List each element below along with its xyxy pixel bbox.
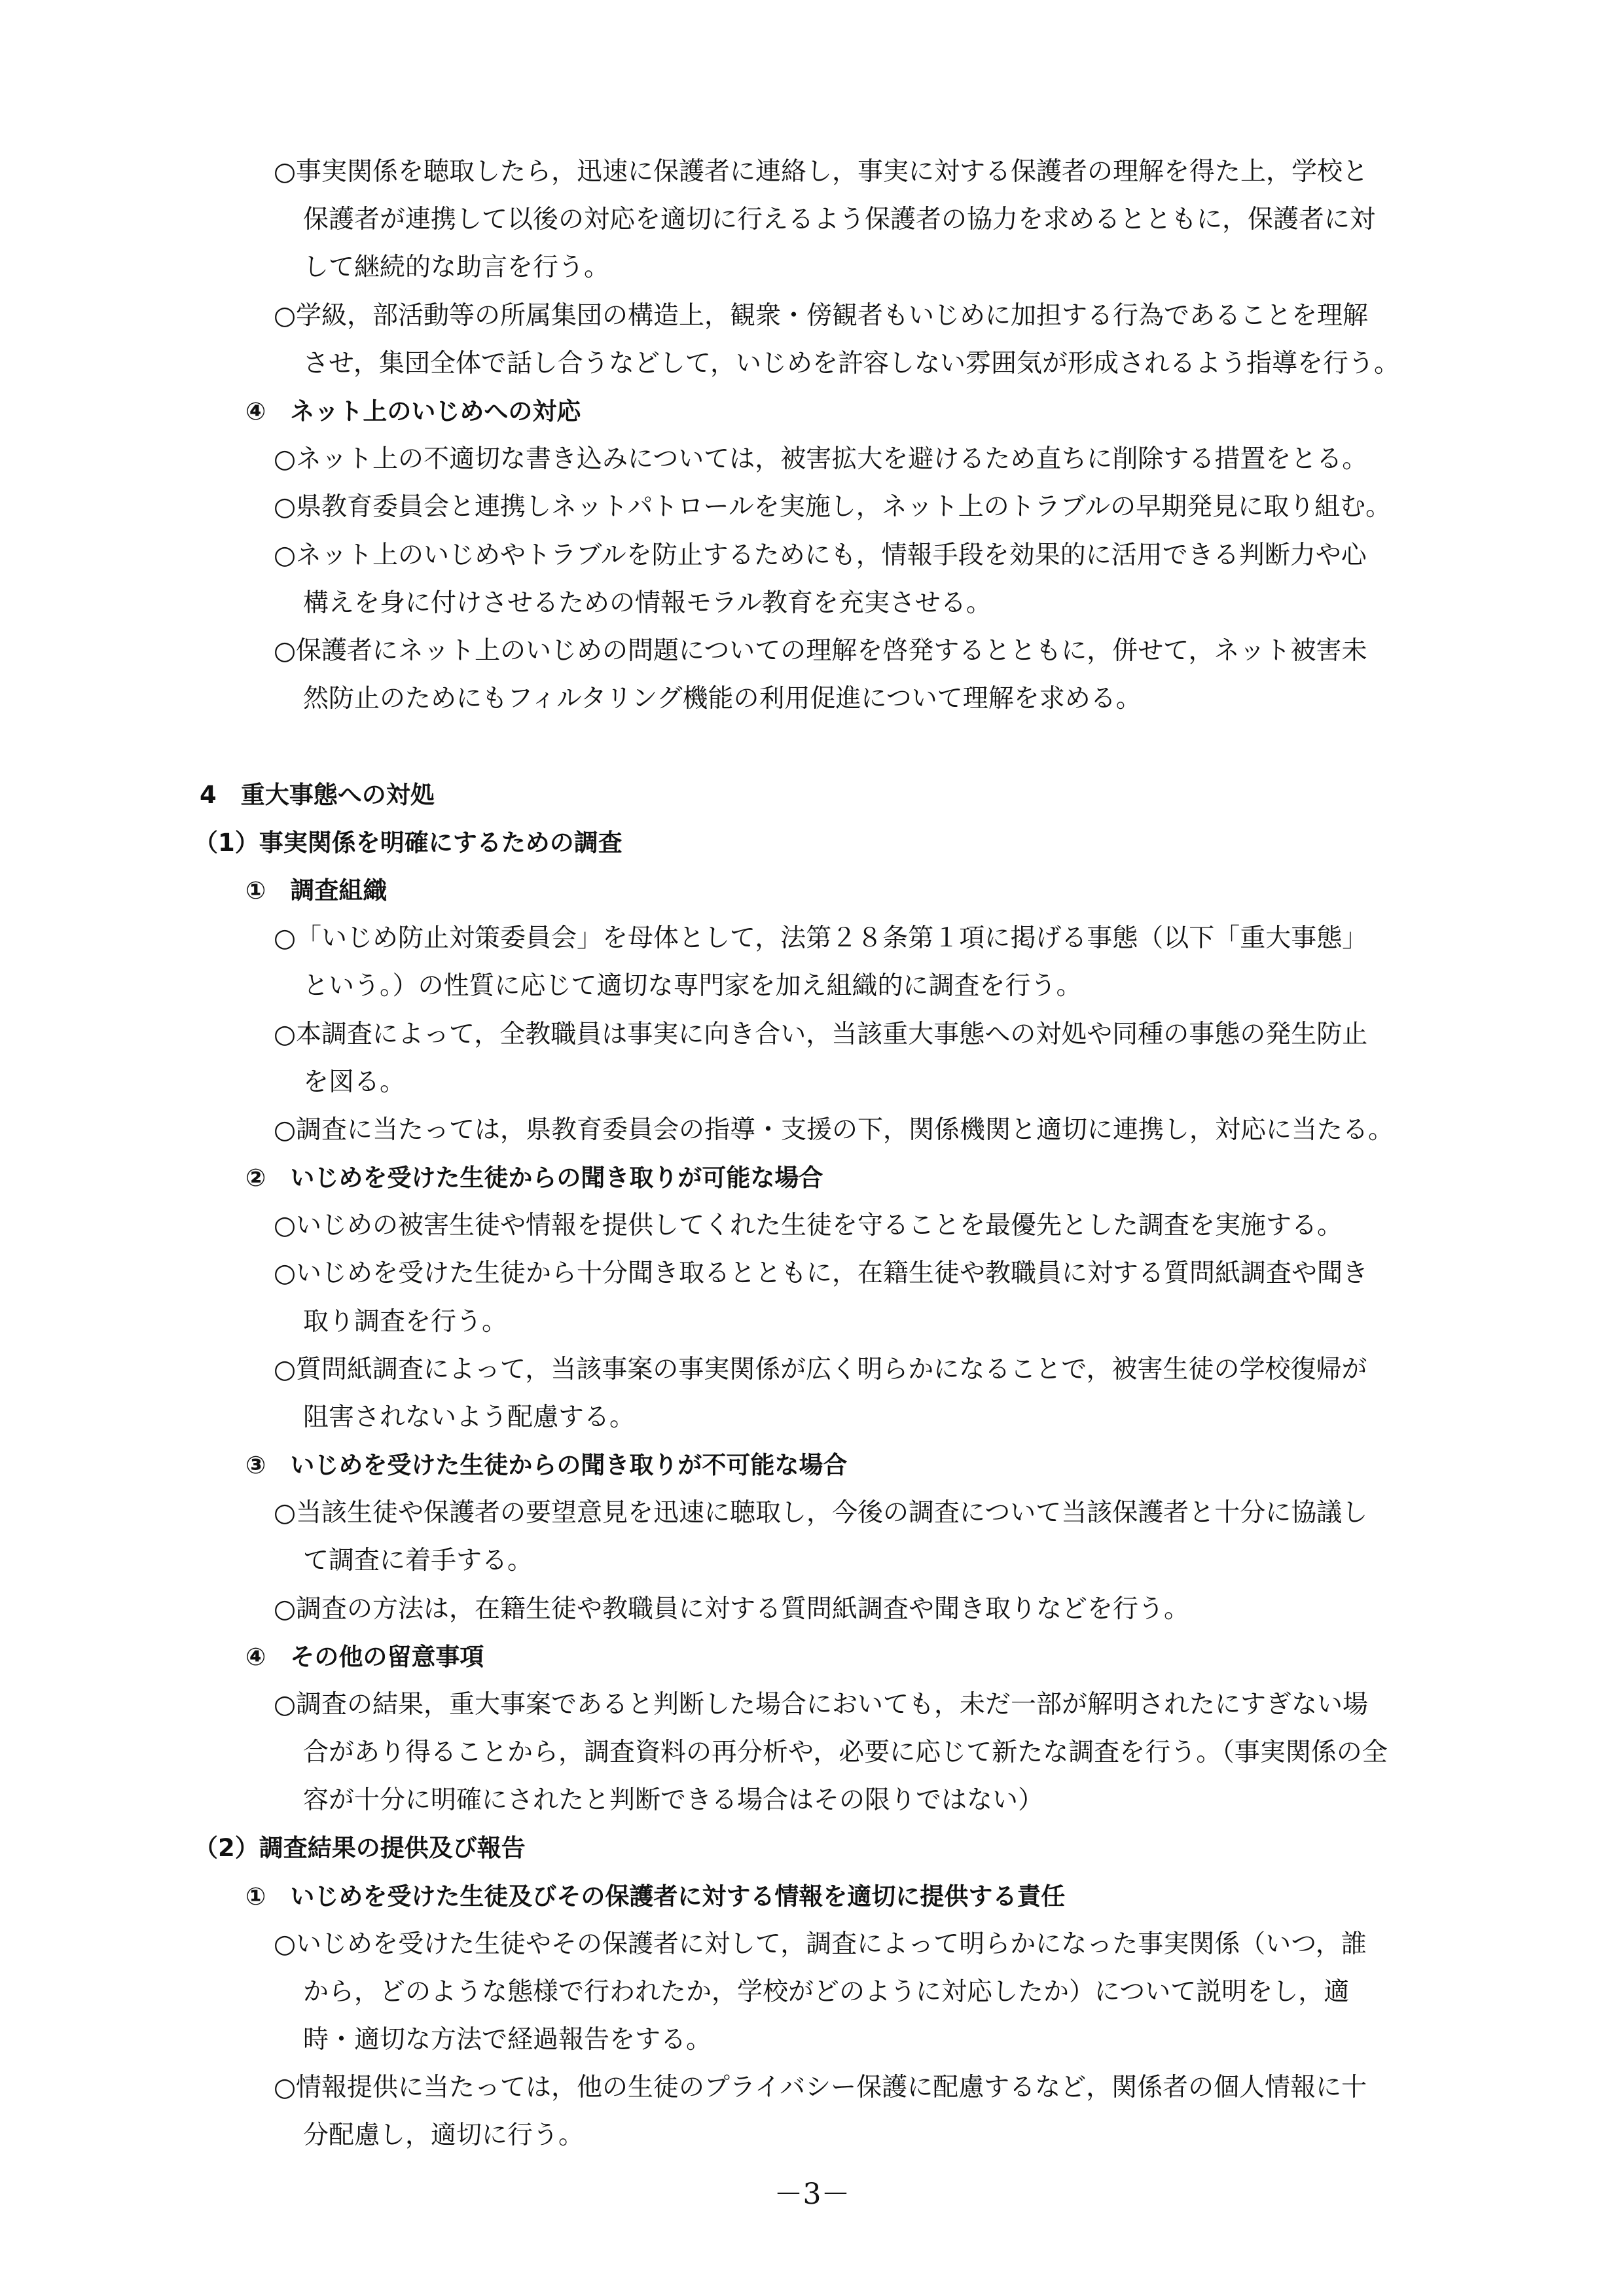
continuation-line: させ，集団全体で話し合うなどして，いじめを許容しない雰囲気が形成されるよう指導を行う。	[303, 349, 1400, 378]
continuation-line: て調査に着手する。	[303, 1546, 533, 1575]
continuation-line: 容が十分に明確にされたと判断できる場合はその限りではない）	[303, 1785, 1044, 1815]
continuation-line: 時・適切な方法で経過報告をする。	[303, 2025, 712, 2054]
subsection-heading: （1）事実関係を明確にするための調査	[194, 829, 623, 857]
bullet-line: ○保護者にネット上のいじめの問題についての理解を啓発するとともに，併せて，ネット被害未	[274, 636, 1367, 666]
bullet-line: ○いじめを受けた生徒やその保護者に対して，調査によって明らかになった事実関係（いつ，誰	[274, 1929, 1367, 1959]
item-heading: ① 調査組織	[245, 876, 388, 905]
item-heading: ② いじめを受けた生徒からの聞き取りが可能な場合	[245, 1164, 823, 1192]
continuation-line: 保護者が連携して以後の対応を適切に行えるよう保護者の協力を求めるとともに，保護者に対	[303, 205, 1376, 234]
bullet-line: ○いじめを受けた生徒から十分聞き取るとともに，在籍生徒や教職員に対する質問紙調査や聞き	[274, 1259, 1369, 1288]
item-heading: ① いじめを受けた生徒及びその保護者に対する情報を適切に提供する責任	[245, 1882, 1066, 1910]
bullet-line: ○いじめの被害生徒や情報を提供してくれた生徒を守ることを最優先とした調査を実施する。	[274, 1211, 1343, 1240]
continuation-line: 取り調査を行う。	[303, 1307, 508, 1336]
bullet-line: ○情報提供に当たっては，他の生徒のプライバシー保護に配慮するなど，関係者の個人情報に十	[274, 2073, 1367, 2102]
item-heading: ③ いじめを受けた生徒からの聞き取りが不可能な場合	[245, 1451, 848, 1479]
bullet-line: ○「いじめ防止対策委員会」を母体として，法第２８条第１項に掲げる事態（以下「重大事態」	[274, 924, 1368, 953]
continuation-line: して継続的な助言を行う。	[303, 253, 610, 282]
subsection-heading: ④ ネット上のいじめへの対応	[245, 397, 581, 425]
item-heading: ④ その他の留意事項	[245, 1643, 484, 1671]
continuation-line: から，どのような態様で行われたか，学校がどのように対応したか）について説明をし，適	[303, 1977, 1350, 2007]
page-number: －3－	[774, 2178, 850, 2211]
bullet-line: ○ネット上のいじめやトラブルを防止するためにも，情報手段を効果的に活用できる判断力や心	[274, 541, 1367, 570]
bullet-line: ○学級，部活動等の所属集団の構造上，観衆・傍観者もいじめに加担する行為であることを理解	[274, 301, 1369, 331]
section-heading: 4 重大事態への対処	[200, 781, 435, 809]
bullet-line: ○質問紙調査によって，当該事案の事実関係が広く明らかになることで，被害生徒の学校復帰が	[274, 1355, 1367, 1384]
bullet-line: ○県教育委員会と連携しネットパトロールを実施し，ネット上のトラブルの早期発見に取り組む。	[274, 492, 1392, 522]
continuation-line: 構えを身に付けさせるための情報モラル教育を充実させる。	[303, 588, 992, 618]
continuation-line: 分配慮し，適切に行う。	[303, 2121, 585, 2150]
continuation-line: 阻害されないよう配慮する。	[303, 1403, 636, 1432]
bullet-line: ○本調査によって，全教職員は事実に向き合い，当該重大事態への対処や同種の事態の発生防止	[274, 1020, 1368, 1049]
bullet-line: ○調査に当たっては，県教育委員会の指導・支援の下，関係機関と適切に連携し，対応に当たる。	[274, 1115, 1394, 1145]
bullet-line: ○調査の方法は，在籍生徒や教職員に対する質問紙調査や聞き取りなどを行う。	[274, 1594, 1190, 1624]
bullet-line: ○当該生徒や保護者の要望意見を迅速に聴取し，今後の調査について当該保護者と十分に協議し	[274, 1498, 1368, 1528]
bullet-line: ○ネット上の不適切な書き込みについては，被害拡大を避けるため直ちに削除する措置をとる。	[274, 444, 1368, 474]
continuation-line: という。）の性質に応じて適切な専門家を加え組織的に調査を行う。	[303, 971, 1082, 1001]
continuation-line: 合があり得ることから，調査資料の再分析や，必要に応じて新たな調査を行う。（事実関係の全	[303, 1738, 1388, 1767]
continuation-line: を図る。	[303, 1067, 406, 1097]
subsection-heading: （2）調査結果の提供及び報告	[194, 1834, 526, 1862]
continuation-line: 然防止のためにもフィルタリング機能の利用促進について理解を求める。	[303, 684, 1142, 713]
bullet-line: ○事実関係を聴取したら，迅速に保護者に連絡し，事実に対する保護者の理解を得た上，学校と	[274, 157, 1369, 187]
bullet-line: ○調査の結果，重大事案であると判断した場合においても，未だ一部が解明されたにすぎない場	[274, 1690, 1369, 1719]
